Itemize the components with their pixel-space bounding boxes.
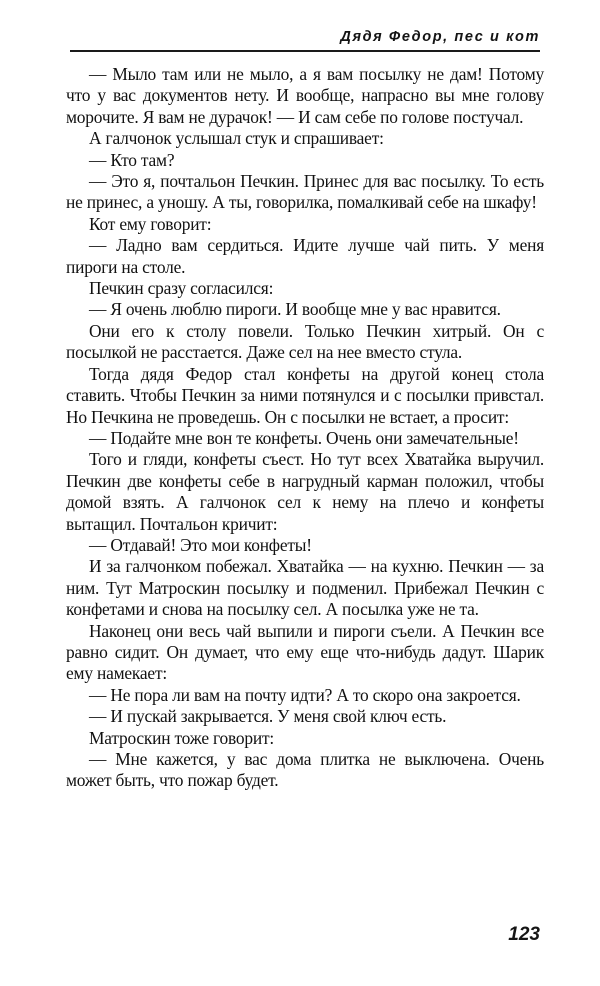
paragraph-11: — Подайте мне вон те конфеты. Очень они замечательные! [89,427,519,448]
paragraph-15: Наконец они весь чай выпили и пироги съели. А Печкин все равно сидит. Он думает, что ему еще что-нибудь дадут. Шарик ему намекает: [66,620,544,684]
paragraph-3: — Кто там? [89,149,175,170]
header-rule [70,50,540,52]
body-text [66,64,544,792]
paragraph-5: Кот ему говорит: [89,213,212,234]
paragraph-18: Матроскин тоже говорит: [89,727,274,748]
paragraph-12: Того и гляди, конфеты съест. Но тут всех Хватайка выручил. Печкин две конфеты себе в нагрудный карман положил, чтобы домой взять. А галчонок сел к нему на плечо и конфеты вытащил. Почтальон кричит: [66,449,544,534]
paragraph-4: — Это я, почтальон Печкин. Принес для вас посылку. То есть не принес, а уношу. А ты, говорилка, помалкивай себе на шкафу! [66,171,544,213]
paragraph-10: Тогда дядя Федор стал конфеты на другой конец стола ставить. Чтобы Печкин за ними потянулся и с посылки привстал. Но Печкина не проведешь. Он с посылки не встает, а просит: [66,363,544,427]
paragraph-16: — Не пора ли вам на почту идти? А то скоро она закроется. [89,684,521,705]
paragraph-7: Печкин сразу согласился: [89,278,274,299]
paragraph-8: — Я очень люблю пироги. И вообще мне у вас нравится. [89,299,501,320]
paragraph-17: — И пускай закрывается. У меня свой ключ есть. [89,706,447,727]
running-title: Дядя Федор, пес и кот [340,29,540,45]
paragraph-14: И за галчонком побежал. Хватайка — на кухню. Печкин — за ним. Тут Матроскин посылку и подменил. Прибежал Печкин с конфетами и снова на посылку сел. А посылка уже не та. [66,556,544,620]
paragraph-19: — Мне кажется, у вас дома плитка не выключена. Очень может быть, что пожар будет. [66,749,544,791]
paragraph-6: — Ладно вам сердиться. Идите лучше чай пить. У меня пироги на столе. [66,235,544,277]
paragraph-1: — Мыло там или не мыло, а я вам посылку не дам! Потому что у вас документов нету. И вообще, напрасно вы мне голову морочите. Я вам не дурачок! — И сам себе по голове постучал. [66,64,544,127]
paragraph-2: А галчонок услышал стук и спрашивает: [89,128,384,149]
paragraph-9: Они его к столу повели. Только Печкин хитрый. Он с посылкой не расстается. Даже сел на нее вместо стула. [66,320,544,363]
paragraph-13: — Отдавай! Это мои конфеты! [89,534,312,555]
page-number: 123 [508,924,540,945]
